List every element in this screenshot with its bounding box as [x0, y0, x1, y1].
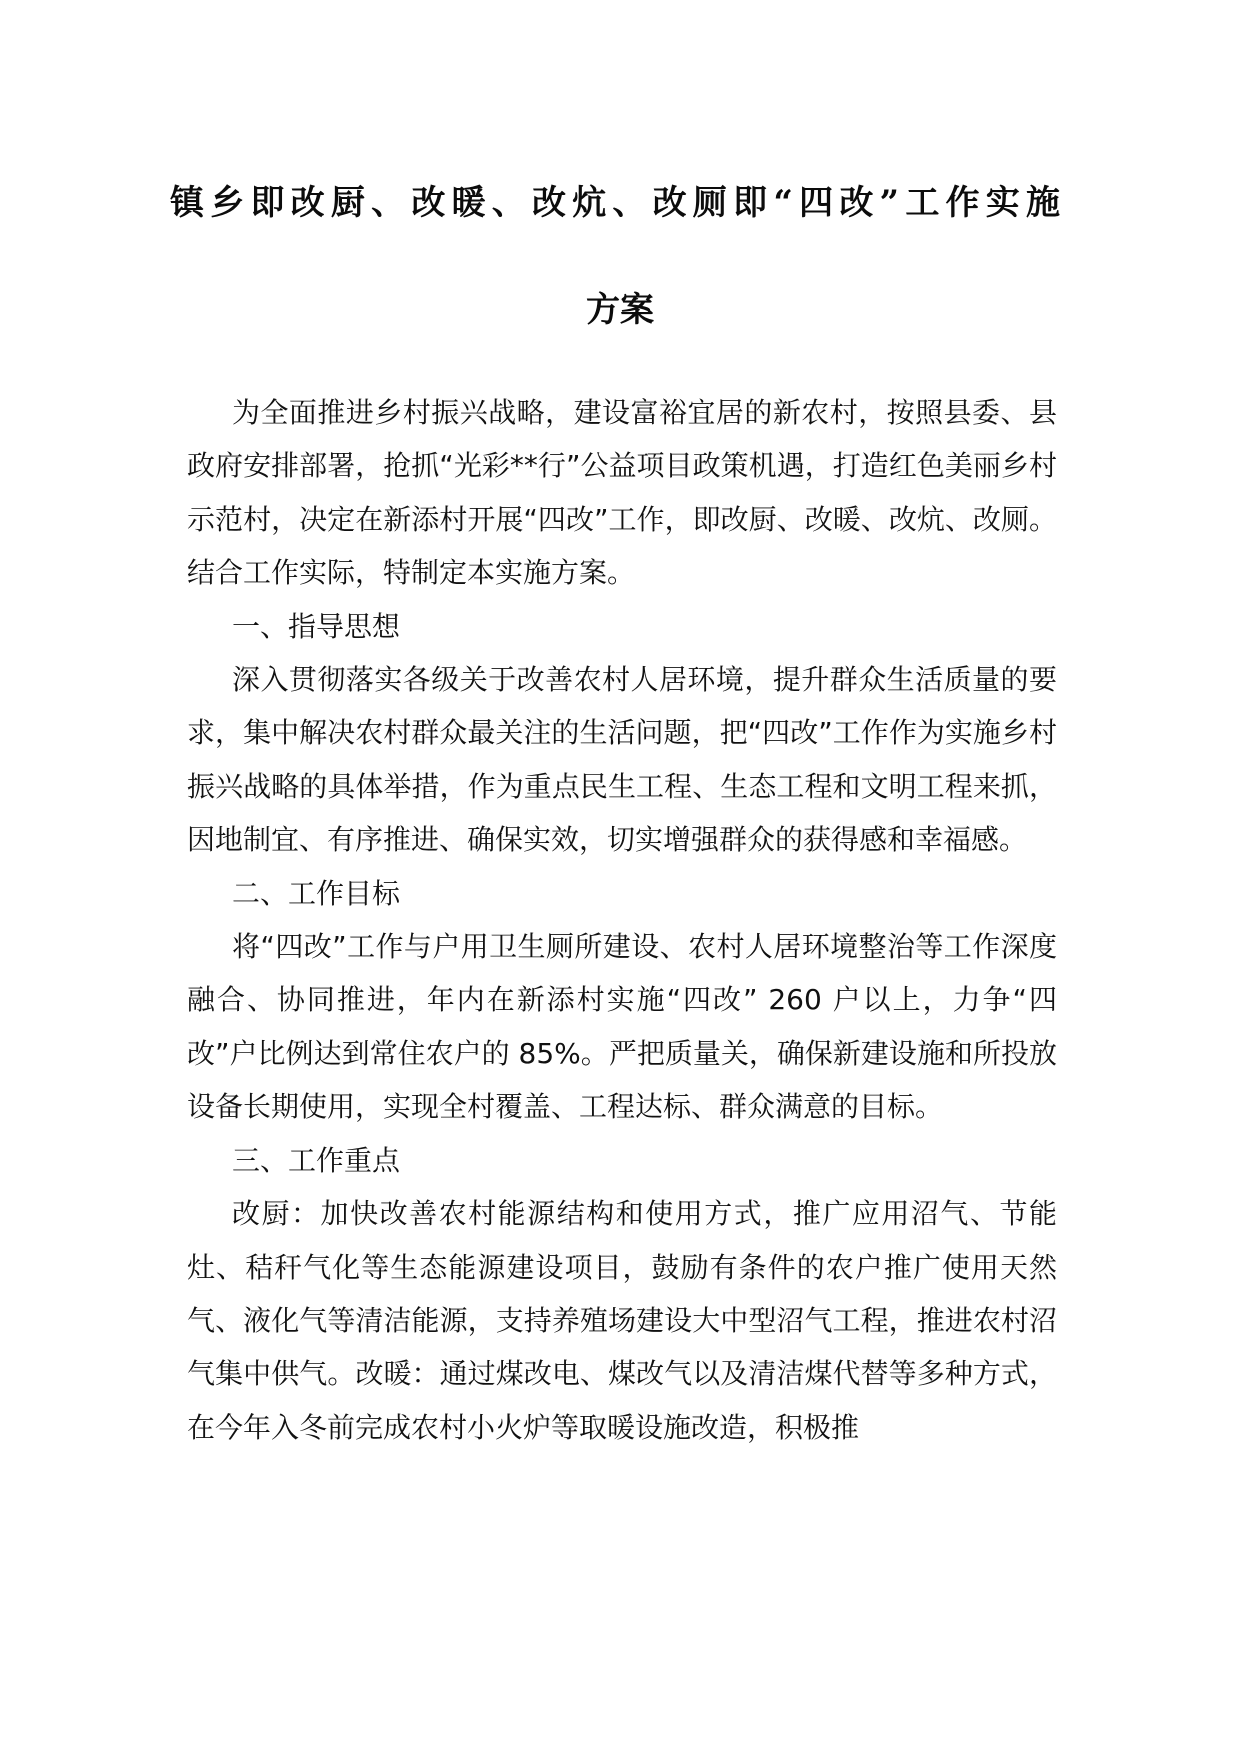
- work-focus-paragraph: 改厨：加快改善农村能源结构和使用方式，推广应用沼气、节能灶、秸秆气化等生态能源建设项目，鼓励有条件的农户推广使用天然气、液化气等清洁能源，支持养殖场建设大中型沼气工程，推进农村沼气集中供气。改暖：通过煤改电、煤改气以及清洁煤代替等多种方式，在今年入冬前完成农村小火炉等取暖设施改造，积极推: [187, 1197, 1057, 1444]
- document-title-line-2: 方案: [586, 290, 654, 330]
- document-title-line-1: 镇乡即改厨、改暖、改炕、改厕即“四改”工作实施: [170, 183, 1060, 223]
- document-body: [187, 386, 1057, 1454]
- section-heading-work-goals: 二、工作目标: [232, 876, 401, 910]
- intro-paragraph: 为全面推进乡村振兴战略，建设富裕宜居的新农村，按照县委、县政府安排部署，抢抓“光彩**行”公益项目政策机遇，打造红色美丽乡村示范村，决定在新添村开展“四改”工作，即改厨、改暖、改炕、改厕。结合工作实际，特制定本实施方案。: [187, 396, 1057, 590]
- section-heading-guiding-ideology: 一、指导思想: [232, 609, 401, 643]
- guiding-ideology-paragraph: 深入贯彻落实各级关于改善农村人居环境，提升群众生活质量的要求，集中解决农村群众最关注的生活问题，把“四改”工作作为实施乡村振兴战略的具体举措，作为重点民生工程、生态工程和文明工程来抓，因地制宜、有序推进、确保实效，切实增强群众的获得感和幸福感。: [187, 663, 1057, 857]
- work-goals-paragraph: 将“四改”工作与户用卫生厕所建设、农村人居环境整治等工作深度融合、协同推进，年内在新添村实施“四改” 260 户以上，力争“四改”户比例达到常住农户的 85%。严把质量关，确保新建设施和所投放设备长期使用，实现全村覆盖、工程达标、群众满意的目标。: [187, 930, 1057, 1124]
- section-heading-work-focus: 三、工作重点: [232, 1143, 401, 1177]
